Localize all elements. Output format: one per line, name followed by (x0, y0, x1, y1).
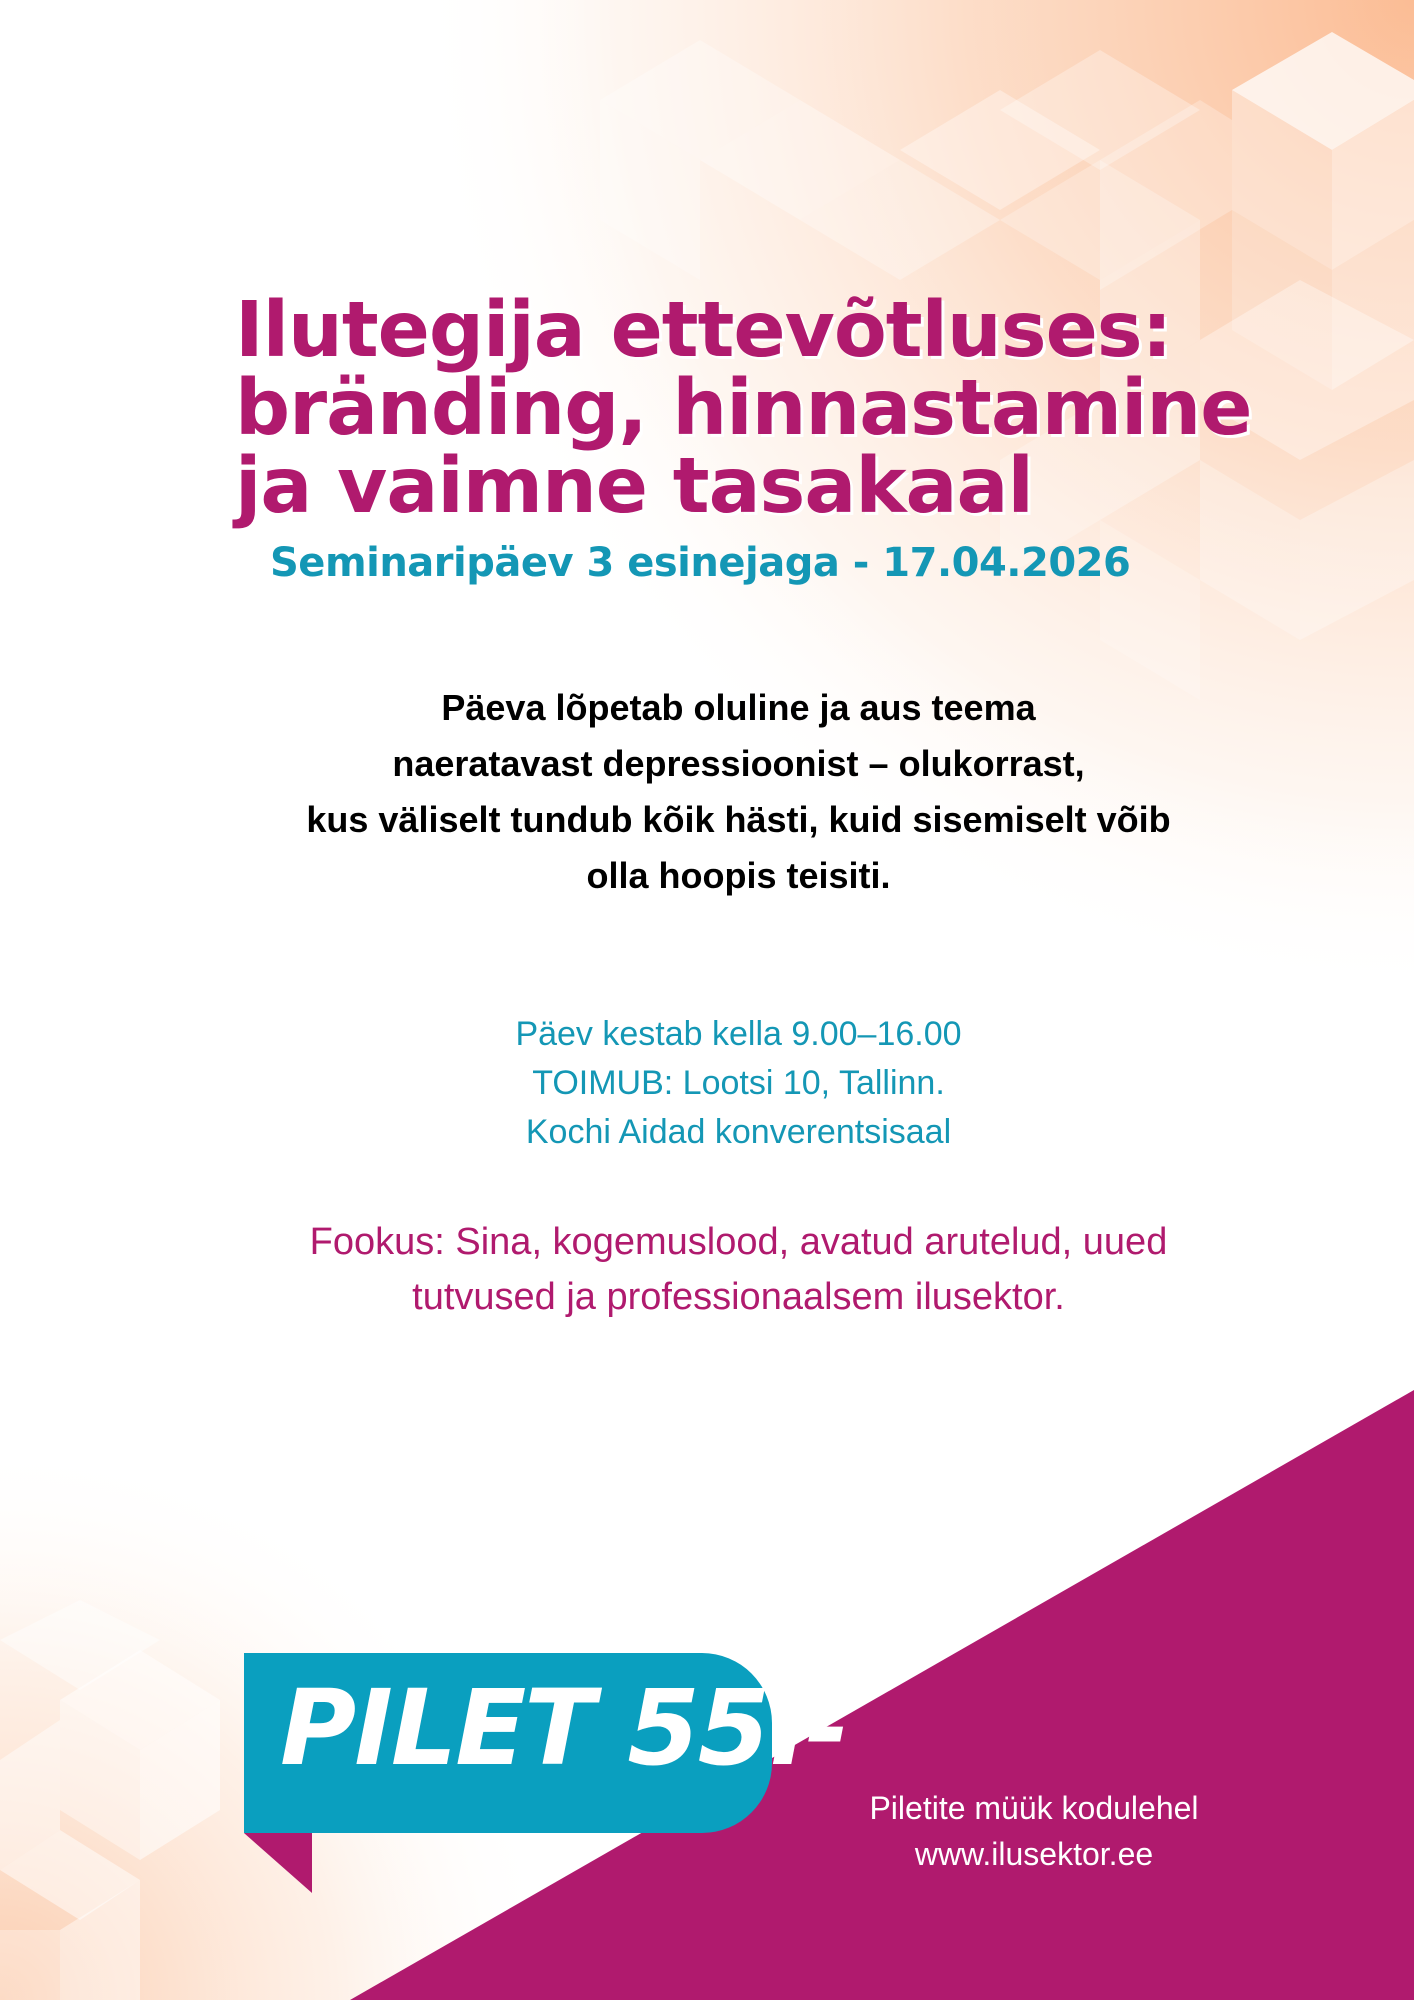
title-line-2: bränding, hinnastamine (235, 364, 1252, 453)
event-venue: Kochi Aidad konverentsisaal (525, 1113, 952, 1151)
seminar-title (235, 286, 1335, 531)
sales-text: Piletite müük kodulehel (869, 1790, 1199, 1826)
ticket-price-label: PILET 55.- (280, 1667, 847, 1789)
focus-line-1: Fookus: Sina, kogemuslood, avatud arutelud, uued (309, 1221, 1168, 1263)
seminar-subtitle: Seminaripäev 3 esinejaga - 17.04.2026 (270, 540, 1131, 586)
ticket-sales-info (820, 1785, 1248, 1877)
title-line-1: Ilutegija ettevõtluses: (235, 286, 1172, 375)
lead-paragraph (200, 680, 1277, 904)
event-location: TOIMUB: Lootsi 10, Tallinn. (532, 1064, 945, 1102)
lead-line-1: Päeva lõpetab oluline ja aus teema (441, 687, 1036, 728)
event-time: Päev kestab kella 9.00–16.00 (515, 1015, 962, 1053)
lead-line-3: kus väliselt tundub kõik hästi, kuid sisemiselt võib (306, 799, 1171, 840)
focus-statement (250, 1215, 1227, 1325)
lead-line-4: olla hoopis teisiti. (586, 855, 891, 896)
event-info (300, 1010, 1177, 1157)
ticket-price-badge (244, 1653, 847, 1833)
focus-line-2: tutvused ja professionaalsem ilusektor. (412, 1276, 1065, 1318)
title-line-3: ja vaimne tasakaal (235, 442, 1033, 531)
website-link[interactable]: www.ilusektor.ee (914, 1836, 1154, 1872)
lead-line-2: naeratavast depressioonist – olukorrast, (392, 743, 1085, 784)
